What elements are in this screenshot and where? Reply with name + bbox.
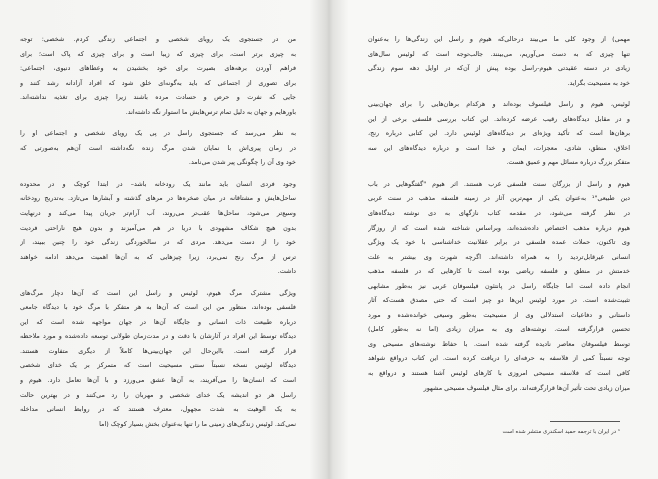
paragraph: [20, 286, 296, 431]
paragraph: [20, 177, 296, 279]
right-text-column: [368, 32, 630, 402]
text-line: داشت.: [277, 267, 296, 276]
paragraph: [368, 32, 630, 90]
paragraph: [20, 32, 296, 119]
text-line: برهان‌ها است که تأکید ویژه‌ای بر دیدگاه‌های لوئیس دارد. این کتابی درباره رنج،: [368, 129, 630, 138]
text-line: در زمان پیری‌اش با نمایان شدن مرگ زنده نگه‌داشته است آن‌هم به‌صورتی که: [20, 143, 296, 152]
text-line: لوئیس، هیوم و راسل فیلسوف بوده‌اند و هرکدام برهان‌هایی را برای جهان‌بینی: [368, 100, 630, 109]
text-line: توجه نسبتاً کمی از فلاسفه به حرفه‌ای را دریافت کرده است. این کتاب درواقع شواهد: [368, 354, 630, 363]
text-line: فلسفی بوده‌اند، منظور من این است که آن‌ها به هر متفکر با مرگ خود با دیدگاه جامعی: [20, 303, 296, 312]
right-page: [330, 0, 658, 479]
text-line: انسانی غیرقابل‌تردید را به همراه داشته‌اند. اگرچه شهرت وی بیشتر به علت: [368, 252, 630, 261]
paragraph: [368, 177, 630, 395]
text-line: راسل هر دو اندیشه یک خدای شخصی و مهربان را رد می‌کنند و در بهترین حالت: [20, 390, 296, 399]
text-line: وسیع‌تر می‌شود، ساحل‌ها عقب‌تر می‌روند، آب آرام‌تر جریان پیدا می‌کند و درنهایت: [20, 209, 296, 218]
text-line: وجود فردی انسان باید مانند یک رودخانه باشد– در ابتدا کوچک و در محدوده: [20, 179, 296, 188]
text-line: برای تصوری از اجتماعی که باید به‌گونه‌ای خلق شود که افراد آزادانه رشد کنند و: [20, 78, 296, 87]
text-line: هیوم درباره مذهب اختصاص داده‌شده‌اند، وبراساس شناخته شده است که از روزگار: [368, 223, 630, 232]
text-line: خدمتش در منطق و فلسفه ریاضی بوده است تا کارهایی که در فلسفه مذهب: [368, 267, 630, 276]
text-line: قرار گرفته است. بااین‌حال این جهان‌بینی‌ها کاملاً از دیگری متفاوت هستند.: [20, 346, 296, 355]
text-line: زیادی در دسته عقیدتی هیوم-راسل بوده پیش از آن‌که در اوایل دهه سوم زندگی: [368, 64, 630, 73]
text-line: انجام داده است اما جایگاه راسل در پانتئون فیلسوفان غربی نیز به‌طور مشابهی: [368, 281, 630, 290]
text-line: در نظر گرفته می‌شود، در مقدمه کتاب نازگهای به دی نوشته دیدگاه‌های: [368, 209, 630, 218]
text-line: بدون هیچ شکاف مشهودی با دریا در هم می‌آمیزند و بدون هیچ ناراحتی فردیت: [20, 223, 296, 232]
footnote: ¹ در ایران با ترجمه حمید اسکندری منتشر شده است: [502, 429, 620, 435]
text-line: ساحل‌هایش و مشتاقانه در میان صخره‌ها در مرهای گذشته و آبشارها می‌تازد. به‌تدریج رودخانه: [20, 194, 296, 203]
text-line: خود وی آن را چگونگی پیر شدن می‌نامد.: [188, 158, 296, 167]
footnote-rule: [550, 421, 620, 422]
text-line: تثبیت‌شده است. در مورد لوئیس این‌ها دو چیز است که حتی مصدق هست‌که آثار: [368, 296, 630, 305]
text-line: داستانی و دفاعیات استدلالی وی از مسیحیت به‌طور وسیعی خوانده‌شده و مورد: [368, 310, 630, 319]
text-line: دیدگاه توسط این افراد در آثارشان با دقت و در مدت‌زمان طولانی توسعه داده‌شده و مورد ملاحظه: [20, 332, 296, 341]
text-line: به چیزی برتر است، برای چیزی که زیبا است و برای چیزی که پاک است؛ برای: [20, 49, 296, 58]
text-line: تحسین قرارگرفته است. نوشته‌های وی به میزان زیادی (اما نه به‌طور کامل): [368, 325, 630, 334]
text-line: است که انسان‌ها را می‌آفریند، به آن‌ها عشق می‌ورزد و با آن‌ها تعامل دارد. هیوم و: [20, 376, 296, 385]
paragraph: [368, 97, 630, 170]
text-line: اخلاق، منطق، شادی، معجزات، ایمان و خدا است و درباره دیدگاه‌های این سه: [368, 143, 630, 152]
text-line: فراهم آوردن برهه‌های بصیرت برای خود بخشیدن به وعطاهای دنیوی، اجتماعی:: [20, 64, 296, 73]
left-page: [0, 0, 328, 479]
text-line: تنها چیزی که به دست می‌آوریم، می‌بینند. جالب‌توجه است که لوئیس سال‌های: [368, 49, 630, 58]
text-line: جایی که نفرت و حرص و حسادت مرده باشند زیرا چیزی برای تغذیه نداشته‌اند.: [20, 93, 296, 102]
text-line: ویژگی مشترک مرگ هیوم، لوئیس و راسل این است که آن‌ها دچار مرگ‌های: [20, 288, 296, 297]
paragraph: [20, 126, 296, 170]
text-line: کافی است که فلاسفه مسیحی امروزی با کارهای لوئیس آشنا هستند و درواقع به: [368, 369, 630, 378]
text-line: مهمی) از وجود کلی ما می‌بیند درحالی‌که هیوم و راسل این زندگی‌ها را به‌عنوان: [368, 35, 630, 43]
text-line: دیدگاه لوئیس نسخه نسبتاً سنتی مسیحیت است که متمرکز بر یک خدای شخصی: [20, 361, 296, 370]
text-line: به یک الوهیت به شدت مجهول، معترف هستند که در روابط انسانی مداخله: [20, 405, 296, 414]
text-line: نمی‌کند. لوئیس زندگی‌های زمینی ما را تنها به‌عنوان بخش بسیار کوچک (اما: [99, 419, 296, 428]
text-line: من در جستجوی یک رویای شخصی و اجتماعی زندگی کردم. شخصی: توجه: [20, 35, 296, 43]
text-line: دین طبیعی"¹ به‌عنوان یکی از مهم‌ترین آثار در زمینه فلسفه مذهب در سنت غربی: [368, 194, 630, 203]
text-line: خود را از دست می‌دهد. مردی که در سالخوردگی زندگی خود را چنین ببیند، از: [20, 238, 296, 247]
text-line: ترس از مرگ رنج نمی‌برد، زیرا چیزهایی که به آن‌ها اهمیت می‌دهد ادامه خواهند: [20, 252, 296, 261]
text-line: هیوم و راسل از بزرگان سنت فلسفی غرب هستند. اثر هیوم "گفتگوهایی در باب: [368, 179, 630, 188]
text-line: و در مقابل دیدگاه‌های رقیب عرضه کرده‌اند. این کتاب بررسی فلسفی برخی از این: [368, 114, 630, 123]
text-line: متفکر بزرگ درباره مسائل مهم و عمیق هست.: [506, 158, 630, 167]
left-text-column: [20, 32, 296, 438]
text-line: درباره طبیعت ذات انسانی و جایگاه آن‌ها در جهان مواجهه شده است که این: [20, 317, 296, 326]
text-line: خود به مسیحیت بگراید.: [567, 78, 630, 87]
text-line: وی تاکنون، حملات عمده فلسفی در برابر عقلانیت خداشناسی با خود یک ویژگی: [368, 238, 630, 247]
text-line: باورهایم و جهان به دلیل تمام ترس‌هایش ما استوار نگه داشته‌اند.: [125, 107, 296, 116]
text-line: توسط فیلسوفان معاصر نادیده گرفته شده است. با حفاظ نوشته‌های مسیحی وی: [368, 339, 630, 348]
text-line: میزان زیادی تحت تأثیر آن‌ها قرارگرفته‌اند. برای مثال فیلسوف مسیحی مشهور: [423, 383, 630, 392]
text-line: به نظر می‌رسد که جستجوی راسل در پی یک رویای شخصی و اجتماعی او را: [20, 129, 296, 138]
